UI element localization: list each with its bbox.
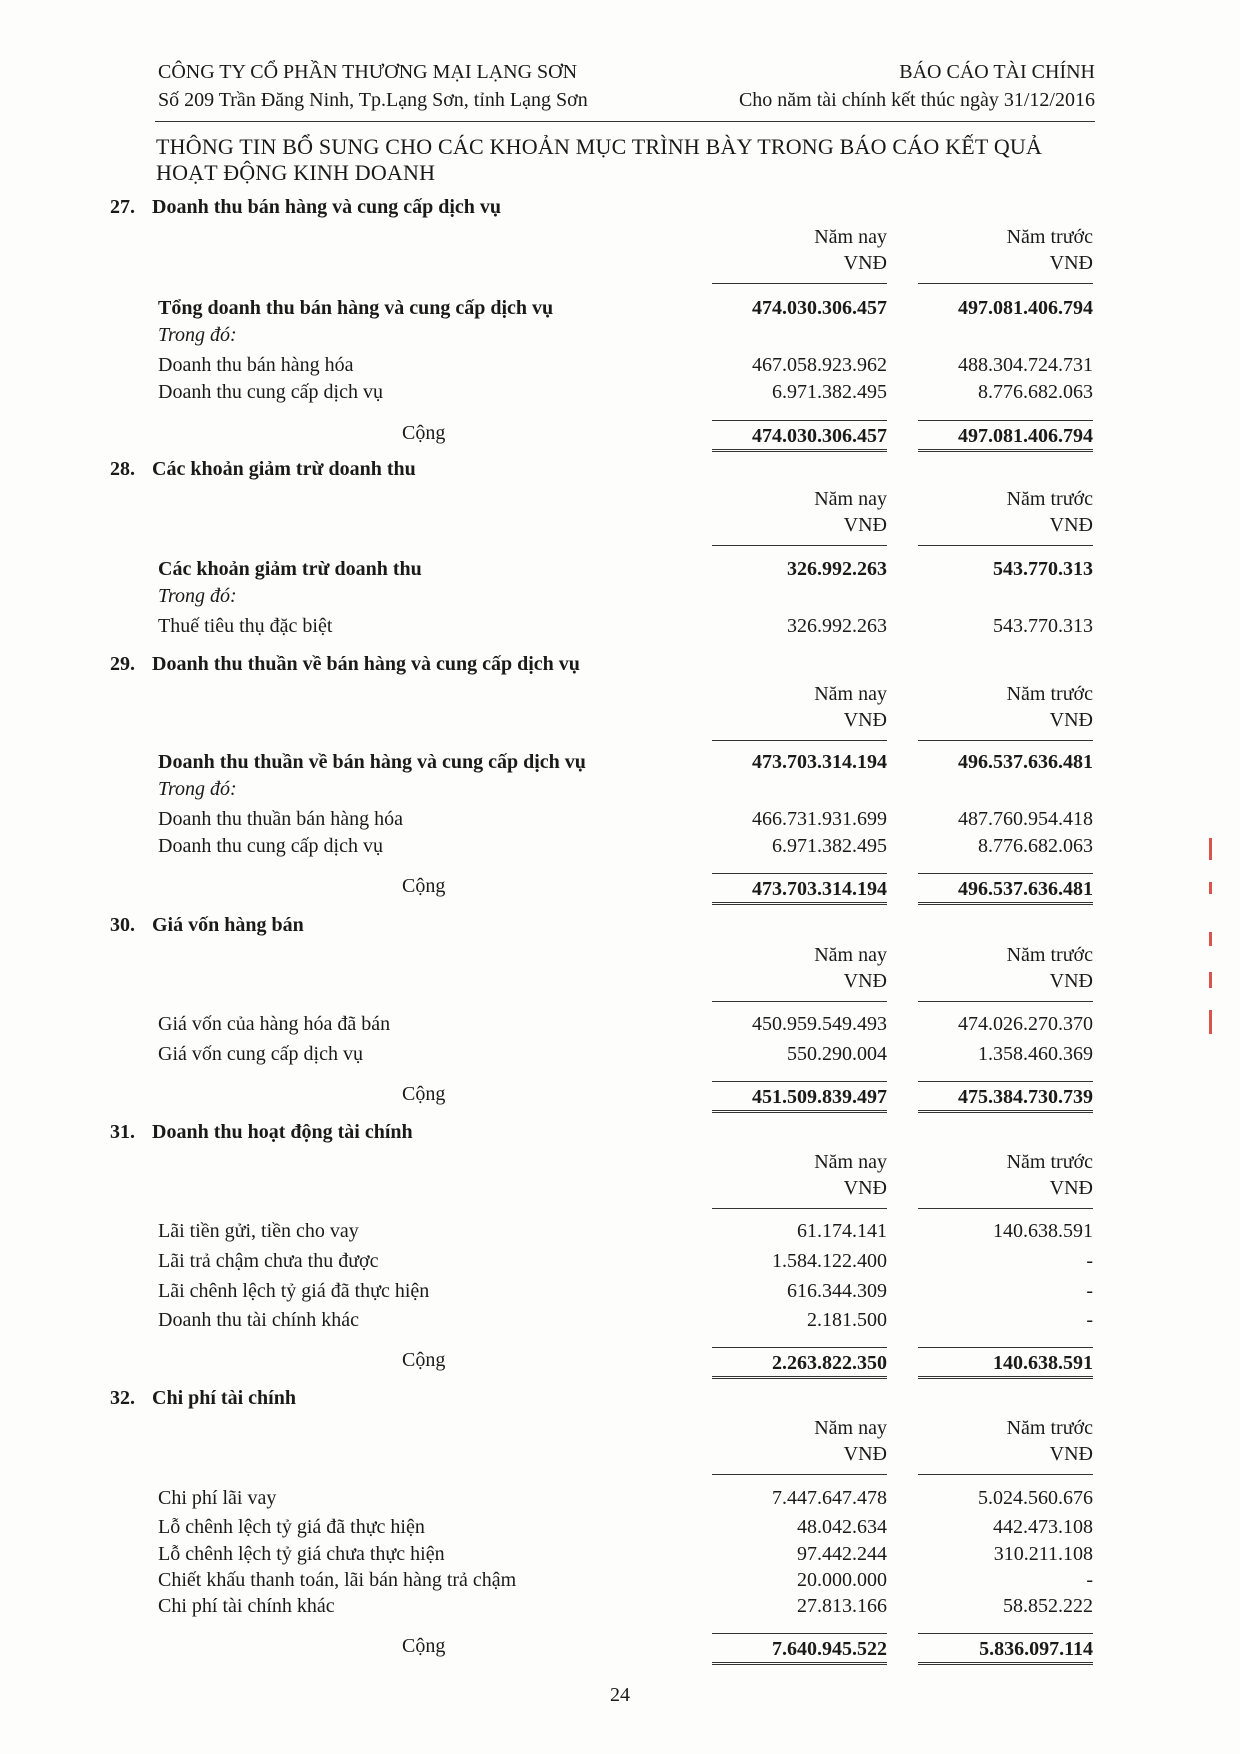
header-report-block bbox=[739, 58, 1095, 114]
value-current-year: 326.992.263 bbox=[787, 558, 887, 580]
row-label: Thuế tiêu thụ đặc biệt bbox=[158, 615, 333, 637]
section-number: 30. bbox=[110, 914, 135, 936]
column-header-rule bbox=[712, 1001, 887, 1002]
table-row bbox=[0, 806, 1240, 832]
value-current-year: 473.703.314.194 bbox=[752, 751, 887, 773]
table-row bbox=[0, 352, 1240, 378]
column-year-label: Năm trước bbox=[1006, 1417, 1093, 1439]
column-header-previous bbox=[918, 942, 1093, 994]
value-current-year: 466.731.931.699 bbox=[752, 808, 887, 830]
column-year-label: Năm trước bbox=[1006, 226, 1093, 248]
value-current-year: 20.000.000 bbox=[797, 1569, 887, 1591]
table-row bbox=[0, 1218, 1240, 1244]
table-row bbox=[0, 1011, 1240, 1037]
row-label: Lãi chênh lệch tỷ giá đã thực hiện bbox=[158, 1280, 430, 1302]
row-label: Doanh thu thuần về bán hàng và cung cấp dịch vụ bbox=[158, 751, 586, 773]
section-heading bbox=[110, 914, 304, 937]
column-header-previous bbox=[918, 1149, 1093, 1201]
table-row bbox=[0, 776, 1240, 802]
row-label: Doanh thu cung cấp dịch vụ bbox=[158, 835, 383, 857]
table-row bbox=[0, 833, 1240, 859]
column-year-label: Năm nay bbox=[814, 1151, 887, 1173]
value-previous-year: - bbox=[1086, 1280, 1093, 1302]
column-unit-label: VNĐ bbox=[843, 252, 887, 274]
value-current-year: 474.030.306.457 bbox=[712, 420, 887, 452]
row-label: Giá vốn cung cấp dịch vụ bbox=[158, 1043, 363, 1065]
value-previous-year: 5.836.097.114 bbox=[918, 1633, 1093, 1665]
column-year-label: Năm nay bbox=[814, 683, 887, 705]
table-row bbox=[0, 1278, 1240, 1304]
table-row bbox=[0, 1514, 1240, 1540]
value-previous-year: 140.638.591 bbox=[993, 1220, 1093, 1242]
row-label: Cộng bbox=[402, 422, 446, 444]
binding-mark bbox=[1209, 972, 1212, 988]
row-label: Lỗ chênh lệch tỷ giá chưa thực hiện bbox=[158, 1543, 445, 1565]
value-current-year: 1.584.122.400 bbox=[772, 1250, 887, 1272]
column-header-rule bbox=[918, 1208, 1093, 1209]
table-row bbox=[0, 613, 1240, 639]
column-header-previous bbox=[918, 224, 1093, 276]
row-label: Chiết khấu thanh toán, lãi bán hàng trả chậm bbox=[158, 1569, 517, 1591]
row-label: Các khoản giảm trừ doanh thu bbox=[158, 558, 422, 580]
row-label: Doanh thu thuần bán hàng hóa bbox=[158, 808, 403, 830]
value-previous-year: 543.770.313 bbox=[993, 615, 1093, 637]
column-header-rule bbox=[918, 283, 1093, 284]
value-current-year: 6.971.382.495 bbox=[772, 835, 887, 857]
column-unit-label: VNĐ bbox=[843, 514, 887, 536]
table-row bbox=[0, 556, 1240, 582]
column-header-rule bbox=[918, 545, 1093, 546]
column-unit-label: VNĐ bbox=[1049, 514, 1093, 536]
row-label: Lãi tiền gửi, tiền cho vay bbox=[158, 1220, 359, 1242]
column-unit-label: VNĐ bbox=[1049, 1443, 1093, 1465]
section-number: 28. bbox=[110, 458, 135, 480]
column-header-rule bbox=[712, 1474, 887, 1475]
row-label: Cộng bbox=[402, 875, 446, 897]
column-year-label: Năm nay bbox=[814, 1417, 887, 1439]
column-unit-label: VNĐ bbox=[1049, 970, 1093, 992]
section-heading bbox=[110, 1387, 296, 1410]
value-current-year: 473.703.314.194 bbox=[712, 873, 887, 905]
value-current-year: 6.971.382.495 bbox=[772, 381, 887, 403]
table-row bbox=[0, 1248, 1240, 1274]
section-title: Các khoản giảm trừ doanh thu bbox=[152, 458, 416, 480]
value-current-year: 2.263.822.350 bbox=[712, 1347, 887, 1379]
value-current-year: 451.509.839.497 bbox=[712, 1081, 887, 1113]
row-label: Lỗ chênh lệch tỷ giá đã thực hiện bbox=[158, 1516, 425, 1538]
total-row bbox=[0, 1081, 1240, 1107]
binding-mark bbox=[1209, 838, 1212, 860]
column-header-current bbox=[712, 224, 887, 276]
total-row bbox=[0, 420, 1240, 446]
table-row bbox=[0, 1593, 1240, 1619]
value-current-year: 27.813.166 bbox=[797, 1595, 887, 1617]
total-row bbox=[0, 873, 1240, 899]
value-previous-year: - bbox=[1086, 1250, 1093, 1272]
value-current-year: 450.959.549.493 bbox=[752, 1013, 887, 1035]
value-previous-year: 140.638.591 bbox=[918, 1347, 1093, 1379]
total-row bbox=[0, 1633, 1240, 1659]
value-previous-year: 496.537.636.481 bbox=[918, 873, 1093, 905]
section-heading bbox=[110, 196, 501, 219]
row-label: Cộng bbox=[402, 1083, 446, 1105]
table-row bbox=[0, 295, 1240, 321]
column-unit-label: VNĐ bbox=[843, 970, 887, 992]
row-label: Cộng bbox=[402, 1349, 446, 1371]
value-previous-year: 310.211.108 bbox=[993, 1543, 1093, 1565]
value-current-year: 7.447.647.478 bbox=[772, 1487, 887, 1509]
section-heading bbox=[110, 653, 580, 676]
row-label: Trong đó: bbox=[158, 324, 237, 346]
row-label: Cộng bbox=[402, 1635, 446, 1657]
table-row bbox=[0, 322, 1240, 348]
row-label: Chi phí tài chính khác bbox=[158, 1595, 335, 1617]
value-previous-year: 8.776.682.063 bbox=[978, 835, 1093, 857]
table-row bbox=[0, 1541, 1240, 1567]
column-header-previous bbox=[918, 486, 1093, 538]
section-number: 27. bbox=[110, 196, 135, 218]
binding-mark bbox=[1209, 1010, 1212, 1034]
section-number: 29. bbox=[110, 653, 135, 675]
value-previous-year: 1.358.460.369 bbox=[978, 1043, 1093, 1065]
row-label: Doanh thu cung cấp dịch vụ bbox=[158, 381, 383, 403]
column-unit-label: VNĐ bbox=[843, 709, 887, 731]
value-current-year: 550.290.004 bbox=[787, 1043, 887, 1065]
value-previous-year: 5.024.560.676 bbox=[978, 1487, 1093, 1509]
column-unit-label: VNĐ bbox=[843, 1177, 887, 1199]
section-heading bbox=[110, 1121, 413, 1144]
column-year-label: Năm nay bbox=[814, 488, 887, 510]
column-header-rule bbox=[712, 1208, 887, 1209]
column-year-label: Năm trước bbox=[1006, 488, 1093, 510]
header-company-block bbox=[158, 58, 588, 114]
table-row bbox=[0, 749, 1240, 775]
company-name: CÔNG TY CỔ PHẦN THƯƠNG MẠI LẠNG SƠN bbox=[158, 61, 578, 83]
value-previous-year: 488.304.724.731 bbox=[958, 354, 1093, 376]
value-previous-year: - bbox=[1086, 1569, 1093, 1591]
column-year-label: Năm trước bbox=[1006, 944, 1093, 966]
table-row bbox=[0, 379, 1240, 405]
table-row bbox=[0, 1485, 1240, 1511]
company-address: Số 209 Trần Đăng Ninh, Tp.Lạng Sơn, tỉnh Lạng Sơn bbox=[158, 89, 588, 111]
value-previous-year: 497.081.406.794 bbox=[918, 420, 1093, 452]
value-current-year: 2.181.500 bbox=[807, 1309, 887, 1331]
column-header-rule bbox=[712, 283, 887, 284]
column-header-current bbox=[712, 942, 887, 994]
report-period: Cho năm tài chính kết thúc ngày 31/12/2016 bbox=[738, 89, 1095, 111]
column-unit-label: VNĐ bbox=[843, 1443, 887, 1465]
report-title: BÁO CÁO TÀI CHÍNH bbox=[899, 61, 1095, 83]
value-previous-year: 58.852.222 bbox=[1003, 1595, 1093, 1617]
column-header-current bbox=[712, 1415, 887, 1467]
section-heading bbox=[110, 458, 416, 481]
total-row bbox=[0, 1347, 1240, 1373]
table-row bbox=[0, 583, 1240, 609]
table-row bbox=[0, 1041, 1240, 1067]
value-previous-year: 474.026.270.370 bbox=[958, 1013, 1093, 1035]
value-current-year: 97.442.244 bbox=[797, 1543, 887, 1565]
column-year-label: Năm trước bbox=[1006, 1151, 1093, 1173]
binding-mark bbox=[1209, 932, 1212, 946]
header-divider bbox=[155, 121, 1095, 122]
value-current-year: 7.640.945.522 bbox=[712, 1633, 887, 1665]
section-title: Chi phí tài chính bbox=[152, 1387, 296, 1409]
column-header-current bbox=[712, 1149, 887, 1201]
section-title: Giá vốn hàng bán bbox=[152, 914, 304, 936]
value-previous-year: 8.776.682.063 bbox=[978, 381, 1093, 403]
value-previous-year: 497.081.406.794 bbox=[958, 297, 1093, 319]
column-year-label: Năm nay bbox=[814, 226, 887, 248]
page-title: THÔNG TIN BỔ SUNG CHO CÁC KHOẢN MỤC TRÌNH BÀY TRONG BÁO CÁO KẾT QUẢ HOẠT ĐỘNG KINH DOANH bbox=[156, 134, 1043, 185]
value-current-year: 474.030.306.457 bbox=[752, 297, 887, 319]
row-label: Giá vốn của hàng hóa đã bán bbox=[158, 1013, 391, 1035]
row-label: Lãi trả chậm chưa thu được bbox=[158, 1250, 379, 1272]
column-header-rule bbox=[918, 1001, 1093, 1002]
column-header-previous bbox=[918, 681, 1093, 733]
value-current-year: 61.174.141 bbox=[797, 1220, 887, 1242]
column-header-rule bbox=[918, 740, 1093, 741]
table-row bbox=[0, 1307, 1240, 1333]
row-label: Doanh thu bán hàng hóa bbox=[158, 354, 354, 376]
column-unit-label: VNĐ bbox=[1049, 709, 1093, 731]
column-header-current bbox=[712, 681, 887, 733]
table-row bbox=[0, 1567, 1240, 1593]
column-year-label: Năm trước bbox=[1006, 683, 1093, 705]
column-header-previous bbox=[918, 1415, 1093, 1467]
column-unit-label: VNĐ bbox=[1049, 252, 1093, 274]
value-previous-year: 475.384.730.739 bbox=[918, 1081, 1093, 1113]
binding-mark bbox=[1209, 882, 1212, 894]
row-label: Doanh thu tài chính khác bbox=[158, 1309, 360, 1331]
section-title: Doanh thu thuần về bán hàng và cung cấp dịch vụ bbox=[152, 653, 580, 675]
column-header-rule bbox=[712, 545, 887, 546]
column-header-rule bbox=[712, 740, 887, 741]
section-number: 31. bbox=[110, 1121, 135, 1143]
row-label: Tổng doanh thu bán hàng và cung cấp dịch vụ bbox=[158, 297, 554, 319]
section-title: Doanh thu bán hàng và cung cấp dịch vụ bbox=[152, 196, 502, 218]
value-current-year: 326.992.263 bbox=[787, 615, 887, 637]
row-label: Trong đó: bbox=[158, 778, 237, 800]
row-label: Chi phí lãi vay bbox=[158, 1487, 277, 1509]
value-previous-year: 496.537.636.481 bbox=[958, 751, 1093, 773]
value-previous-year: 442.473.108 bbox=[993, 1516, 1093, 1538]
row-label: Trong đó: bbox=[158, 585, 237, 607]
column-header-rule bbox=[918, 1474, 1093, 1475]
column-unit-label: VNĐ bbox=[1049, 1177, 1093, 1199]
column-year-label: Năm nay bbox=[814, 944, 887, 966]
section-number: 32. bbox=[110, 1387, 135, 1409]
page-number: 24 bbox=[610, 1684, 630, 1706]
value-previous-year: 487.760.954.418 bbox=[958, 808, 1093, 830]
value-current-year: 467.058.923.962 bbox=[752, 354, 887, 376]
value-current-year: 616.344.309 bbox=[787, 1280, 887, 1302]
value-current-year: 48.042.634 bbox=[797, 1516, 887, 1538]
section-title: Doanh thu hoạt động tài chính bbox=[152, 1121, 413, 1143]
column-header-current bbox=[712, 486, 887, 538]
value-previous-year: 543.770.313 bbox=[993, 558, 1093, 580]
value-previous-year: - bbox=[1086, 1309, 1093, 1331]
